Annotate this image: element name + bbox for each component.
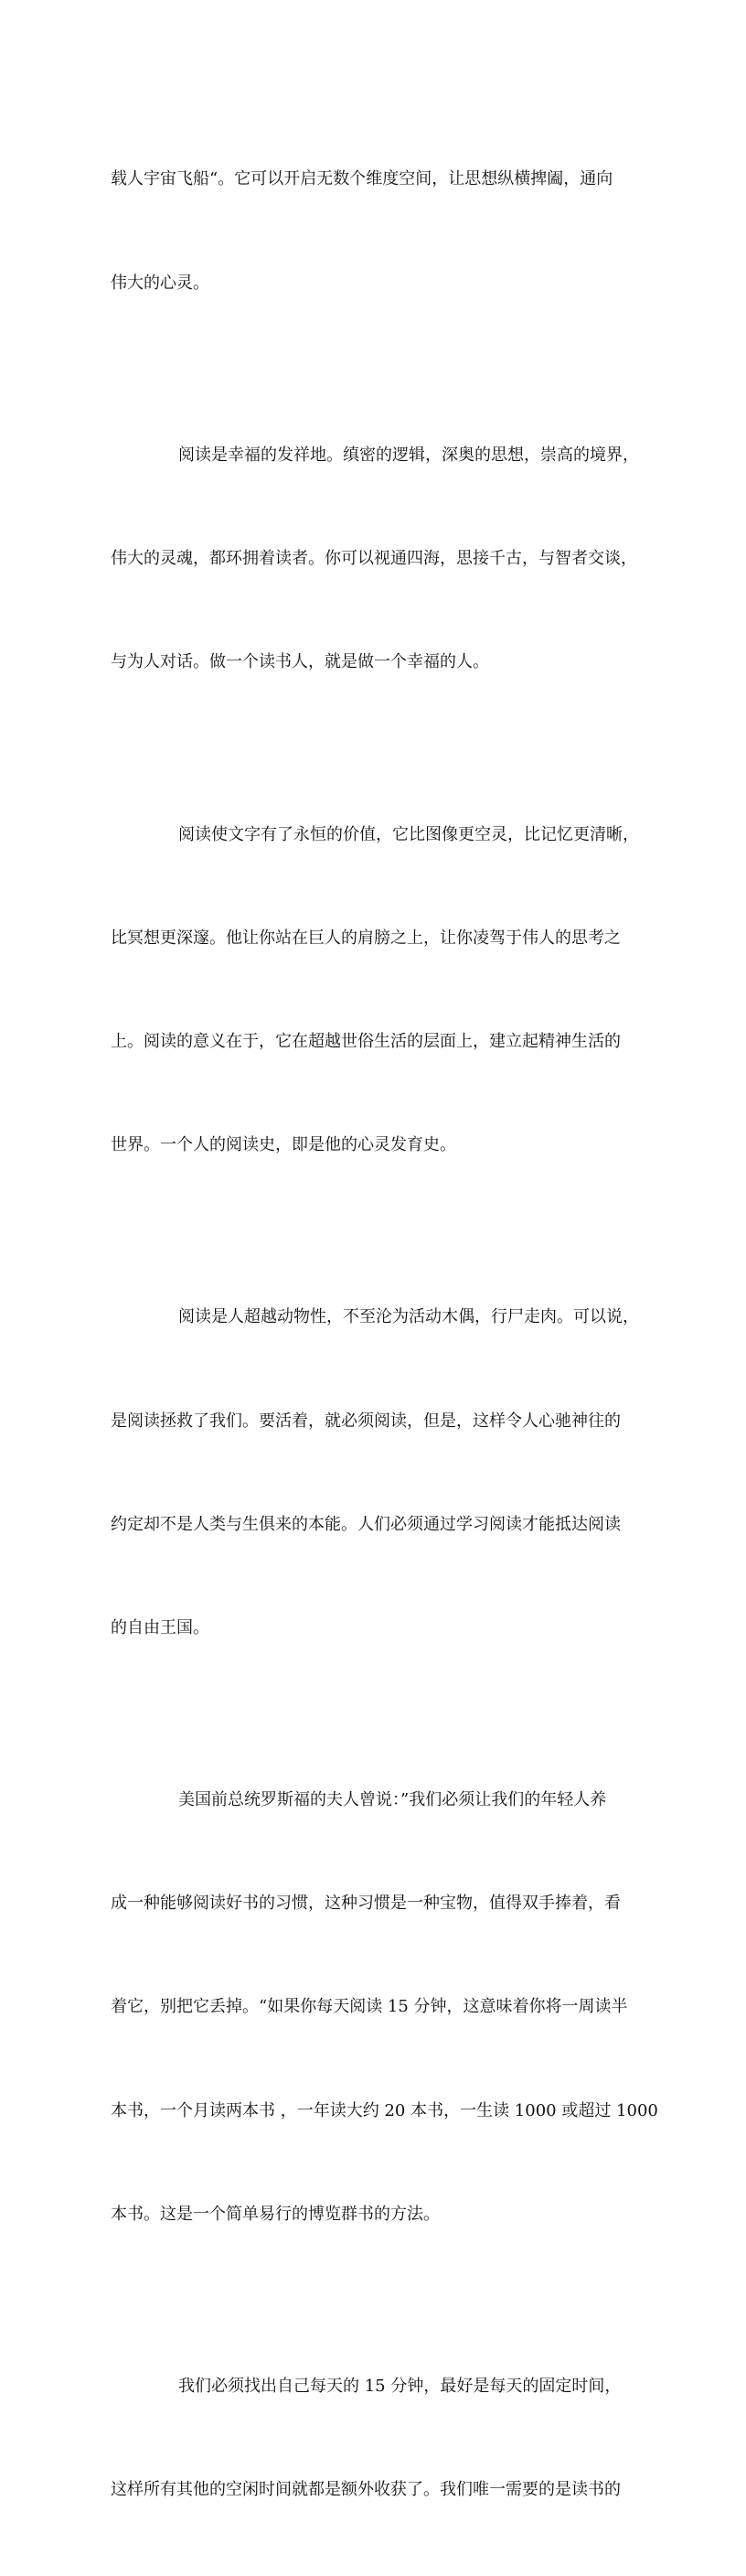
paragraph [111,370,643,749]
text-line: 伟大的灵魂，都环拥着读者。你可以视通四海，思接千古，与智者交谈， [111,549,637,569]
paragraph [111,748,643,1231]
text-line: 的自由王国。 [111,1617,209,1637]
text-line: 成一种能够阅读好书的习惯，这种习惯是一种宝物，值得双手捧着，看 [111,1894,621,1914]
text-line: 着它，别把它丢掉。“如果你每天阅读 15 分钟，这意味着你将一周读半 [111,1997,628,2017]
text-line: 伟大的心灵。 [111,273,209,293]
text-line: 是阅读拯救了我们。要活着，就必须阅读，但是，这样令人心驰神往的 [111,1411,621,1431]
text-line: 与为人对话。做一个读书人，就是做一个幸福的人。 [111,652,489,672]
text-line: 阅读使文字有了永恒的价值，它比图像更空灵，比记忆更清晰， [178,824,639,844]
text-line: 美国前总统罗斯福的夫人曾说：”我们必须让我们的年轻人养 [178,1790,607,1810]
paragraph [111,93,643,370]
paragraph [111,1231,643,1714]
text-line: 阅读是幸福的发祥地。缜密的逻辑，深奥的思想，崇高的境界， [178,445,639,465]
text-line: 本书，一个月读两本书 ，一年读大约 20 本书，一生读 1000 或超过 1000 [111,2100,658,2120]
paragraph [111,1714,658,2301]
text-line: 载人宇宙飞船“。它可以开启无数个维度空间，让思想纵横捭阖，通向 [111,169,613,189]
text-line: 比冥想更深邃。他让你站在巨人的肩膀之上，让你凌驾于伟人的思考之 [111,928,621,948]
text-line: 这样所有其他的空闲时间就都是额外收获了。我们唯一需要的是读书的 [111,2480,621,2500]
text-line: 上。阅读的意义在于，它在超越世俗生活的层面上，建立起精神生活的 [111,1031,621,1051]
text-line: 世界。一个人的阅读史，即是他的心灵发育史。 [111,1134,456,1154]
text-line: 我们必须找出自己每天的 15 分钟，最好是每天的固定时间， [178,2377,622,2397]
text-line: 本书。这是一个简单易行的博览群书的方法。 [111,2204,440,2224]
document-body [111,93,658,2576]
text-line: 约定却不是人类与生俱来的本能。人们必须通过学习阅读才能抵达阅读 [111,1514,621,1534]
text-line: 阅读是人超越动物性，不至沦为活动木偶，行尸走肉。可以说， [178,1307,639,1327]
paragraph [111,2301,643,2576]
